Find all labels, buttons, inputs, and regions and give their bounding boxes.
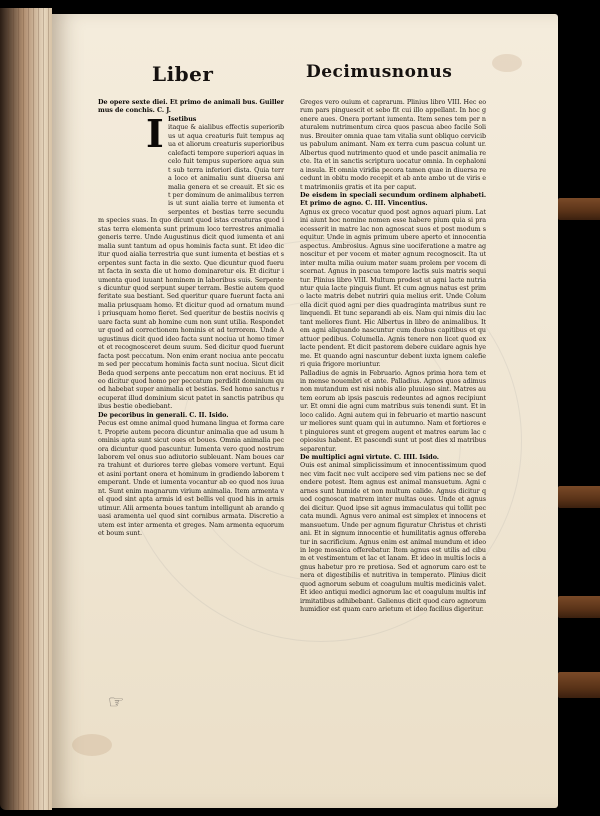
- section-author: Isido.: [419, 453, 439, 462]
- initial-block: [98, 110, 168, 213]
- section-title: De eisdem in speciali secundum ordinem alphabeti. Et primo de agno. C. III.: [300, 190, 486, 208]
- body-text: itaque & aialibus effectis superioribus ut aqua creaturis fuit tempus aqua et aliorum creaturis superioribus calefacti tempore superiori aquas in celo fuit tempus superiore aqua sunt sub terra inferiori dista. Quia terra loco et animaliu sunt diuersa animalia genera et se creauit. Et sic est per dominum de animalibus terrenis ut sunt aialia terre et iumenta et serpentes et bestias terre secundum species suas. In quo dicunt quod istas creaturas quod istas terra elementa sunt primum loco terrestres animalia generis terre. Unde Augustinus dicit quod iumenta et animalia sunt tantum ad opus hominis facta sunt. Et ideo dicitur quod aialia terrestria que sunt iumenta et bestias et serpentes sunt facta in die sexto. Que dicuntur quod fuerunt facta in sexta die ut homo dominaretur eis. Et dicitur iumenta quod iuuant hominem in laboribus suis. Serpentes dicuntur quod serpunt super terram. Bestie autem quod feritate sua bestiant. Sed queritur quare fuerunt facta animalia priusquam homo. Et dicitur quod ad ornatum mundi priusquam homo fieret. Sed queritur de bestiis nocivis quare facta sunt ab homine cum non sunt utilia. Respondetur quod ad correctionem hominis et ad terrorem. Unde Augustinus dicit quod ideo facta sunt nociua ut homo timeret et recognosceret deum suum. Sed dicitur quod fuerunt facta post peccatum. Non enim erant nociua ante peccatum sed per peccatum hominis facta sunt nociua. Sicut dicit Beda quod serpens ante peccatum non erat nociuus. Et ideo dicitur quod homo per peccatum perdidit dominium quod habebat super animalia et bestias. Sed homo sanctus recuperat illud dominium sicut patet in sanctis patribus quibus bestie obediebant.: [98, 123, 284, 411]
- body-text: Pecus est omne animal quod humana lingua et forma caret. Proprie autem pecora dicuntur animalia que ad usum hominis apta sunt sicut oues et boues. Omnia animalia pecora dicuntur quod pascuntur. Iumenta vero quod nostrum laborem vel onus suo adiutorio subleuant. Nam boues carra trahunt et duriores terre glebas vomere vertunt. Equi et asini portant onera et hominum in gradiendo laborem temperant. Unde et iumenta vocantur ab eo quod nos iuuant. Sunt enim magnarum virium animalia. Item armenta vel quod sint apta armis id est bellis vel quod his in armis utimur. Alii armenta boues tantum intelligunt ab arando quasi aramenta uel quod sint cornibus armata. Discretio autem est inter armenta et greges. Nam armenta equorum et boum sunt.: [98, 419, 284, 538]
- right-column: [300, 98, 486, 810]
- leather-strap: [558, 198, 600, 220]
- chapter-heading: De opere sexte diei. Et primo de animali bus. Guillermus de conchis. C. J.: [98, 98, 284, 115]
- drop-initial: I: [146, 110, 164, 156]
- leather-strap: [558, 486, 600, 508]
- section-author: Isido.: [208, 410, 229, 419]
- section-title: De multiplici agni virtute. C. IIII.: [300, 453, 418, 462]
- body-text: Palladius de agnis in Februario. Agnos prima hora tem et in mense nouembri et ante. Palladius. Agnos quos adimus non mutandum est nisi nobis alio pluuioso sint. Matres autem eorum ab ipsis pascuis redeuntes ad agnos recipiuntur. Et omni die agni cum matribus suis tenendi sunt. Et in loco calido. Agni autem qui in februario et martio nascuntur meliores sunt quam qui in autumno. Nam et fortiores et pinguiores sunt et gregem augent et matres earum lac copiosius habent. Et pascendi sunt ut post dies xl matribus separentur.: [300, 368, 486, 453]
- page-leaves: [8, 8, 52, 810]
- pointing-hand-icon: ☞: [108, 692, 125, 713]
- section-author: Vincentius.: [387, 199, 428, 208]
- leather-strap: [558, 596, 600, 618]
- section-title: De pecoribus in generali. C. II.: [98, 410, 207, 419]
- section-heading: [98, 411, 284, 419]
- running-head-right: Decimusnonus: [306, 62, 453, 82]
- foxing-stain: [492, 54, 522, 72]
- book-left-edge: [0, 8, 52, 810]
- section-heading: [300, 453, 486, 461]
- body-text: Greges vero ouium et caprarum. Plinius libro VIII. Hec eorum pars pinguescit et sebo fit cui illo appellant. In hoc genere aues. Onera portant iumenta. Item senes tem per naturalem nutrimentum circa quos pascua abeo facile Solinus. Breuiter omnia quae tam vitalia sunt obliquo cervicibus pabulum animant. Nam ex terra cum pascua colunt ur. Albertus quod nutrimento quod et unde pascit animalia recte. Ita et in sanctis scriptura uocatur omnia. In cephalonia insula. Et omnia viridia pecora tamen quae in diuersa recedunt in obitu modo recepit et ab ante ambo ut de viris et matrimoniis gratis et ita per caput.: [300, 98, 486, 191]
- foxing-stain: [72, 734, 112, 756]
- body-text: Agnus ex greco vocatur quod post agnos aquari pium. Latini aiunt hoc nomine nomen esse habere pium quia si praecesserit in matre lac non agnoscat suos et post modum sequitur. Unde in agnis primum ubere aperto et innocentia aspectus. Ambrosius. Agnus sine uociferatione a matre agnoscitur et per vocem et mater agnum recognoscit. Ita ut inter multa milia ouium mater suam prolem per vocem discernat. Agnus in pascua tempore lactis suis matris sequitur. Plinius libro VIII. Multum prodest ut agni lacte nutriantur quia lacte pinguis fiunt. Et cum agnus natus est primo lacte matris debet nutriri quia melius erit. Unde Columella dicit quod agni per dies quadraginta matribus sunt relinquendi. Et tunc separandi ab eis. Nam qui nimis diu lactant meliores fiunt. Hic Albertus in libro de animalibus. Item agni aliquando nascuntur cum duobus capitibus et quattuor pedibus. Columella. Agnis tenere non licet quod ex lacte pendent. Et dicit pastorem debere cuidare agnis hyeme. Et quando agni nascuntur debent iuxta ignem calefieri quia frigore moriuntur.: [300, 207, 486, 369]
- running-head-left: Liber: [152, 62, 214, 86]
- section-heading: [300, 191, 486, 208]
- leather-strap: [558, 672, 600, 698]
- left-column: [98, 98, 284, 654]
- body-text: Ouis est animal simplicissimum et innocentissimum quod nec vim facit nec vult accipere sed vim patiens nec se defendere potest. Item agnus est animal mansuetum. Agni carnes sunt humide et non multum calide. Agnus dicitur quod cognoscat matrem inter multas oues. Unde et agnus dei dicitur. Quod ipse sit agnus immaculatus qui tollit peccata mundi. Agnus vero animal est simplex et innocens et mansuetum. Unde per agnum figuratur Christus et christiani. Et in signum innocentie et humilitatis agnus offerebatur in sacrificium. Agnus enim est animal mundum et ideo in lege mosaica offerebatur. Item agnus est utilis ad cibum et vestimentum et lac et lanam. Et ideo in multis locis agnus habetur pro re pretiosa. Sed et agnorum caro est tenera et digestibilis et nutritiva in temperato. Plinius dicit quod agnorum sebum et coagulum multis medicinis valet. Et ideo antiqui medici agnorum lac et coagulum multis infirmitatibus adhibebant. Galienus dicit quod caro agnorum humidior est quam caro arietum et ideo facilius digeritur.: [300, 461, 486, 614]
- opening-word: Isetibus: [168, 114, 197, 123]
